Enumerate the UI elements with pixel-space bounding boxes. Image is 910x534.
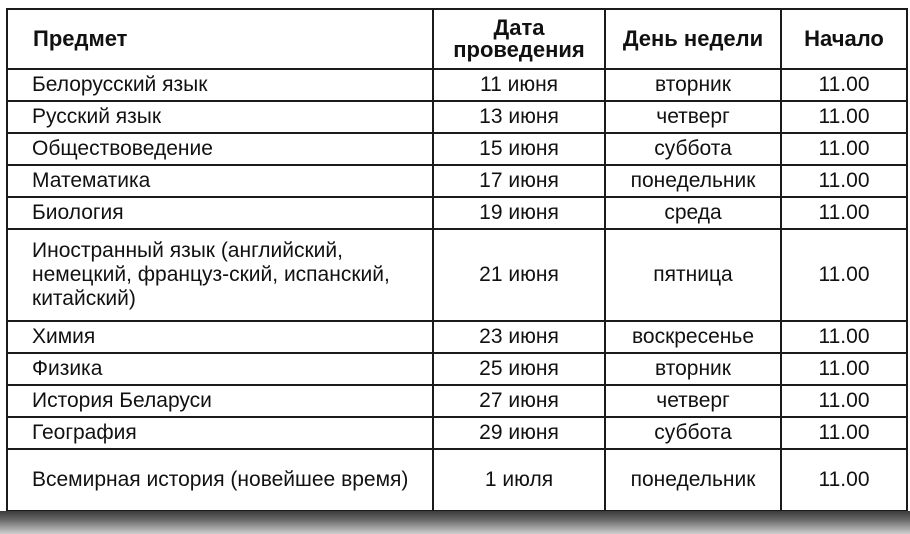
header-start: Начало xyxy=(781,9,907,69)
cell-start: 11.00 xyxy=(781,417,907,449)
cell-weekday: вторник xyxy=(605,69,781,101)
cell-weekday: понедельник xyxy=(605,165,781,197)
cell-subject: Обществоведение xyxy=(7,133,433,165)
cell-weekday: четверг xyxy=(605,385,781,417)
table-row xyxy=(7,321,907,353)
cell-subject: Иностранный язык (английский, немецкий, француз-ский, испанский, китайский) xyxy=(7,229,433,321)
cell-date: 17 июня xyxy=(433,165,605,197)
cell-start: 11.00 xyxy=(781,385,907,417)
cell-date: 21 июня xyxy=(433,229,605,321)
cell-subject: Биология xyxy=(7,197,433,229)
cell-start: 11.00 xyxy=(781,133,907,165)
cell-subject: Белорусский язык xyxy=(7,69,433,101)
cell-weekday: пятница xyxy=(605,229,781,321)
table-row xyxy=(7,449,907,511)
header-subject: Предмет xyxy=(7,9,433,69)
table-row xyxy=(7,165,907,197)
page-edge-shadow xyxy=(0,511,910,534)
schedule-table xyxy=(6,8,908,512)
table-row xyxy=(7,353,907,385)
cell-start: 11.00 xyxy=(781,101,907,133)
cell-date: 15 июня xyxy=(433,133,605,165)
cell-subject: Физика xyxy=(7,353,433,385)
table-row xyxy=(7,417,907,449)
cell-date: 25 июня xyxy=(433,353,605,385)
cell-start: 11.00 xyxy=(781,449,907,511)
table-row xyxy=(7,197,907,229)
cell-date: 27 июня xyxy=(433,385,605,417)
cell-subject: Всемирная история (новейшее время) xyxy=(7,449,433,511)
cell-subject: Математика xyxy=(7,165,433,197)
cell-start: 11.00 xyxy=(781,197,907,229)
cell-subject: История Беларуси xyxy=(7,385,433,417)
cell-weekday: понедельник xyxy=(605,449,781,511)
header-date: Дата проведения xyxy=(433,9,605,69)
table-row xyxy=(7,385,907,417)
cell-date: 13 июня xyxy=(433,101,605,133)
cell-subject: Химия xyxy=(7,321,433,353)
cell-subject: География xyxy=(7,417,433,449)
table-row xyxy=(7,229,907,321)
header-row xyxy=(7,9,907,69)
exam-schedule xyxy=(6,8,906,512)
cell-start: 11.00 xyxy=(781,69,907,101)
cell-weekday: четверг xyxy=(605,101,781,133)
cell-weekday: суббота xyxy=(605,133,781,165)
cell-start: 11.00 xyxy=(781,321,907,353)
cell-date: 11 июня xyxy=(433,69,605,101)
cell-subject: Русский язык xyxy=(7,101,433,133)
cell-weekday: воскресенье xyxy=(605,321,781,353)
cell-start: 11.00 xyxy=(781,353,907,385)
cell-date: 29 июня xyxy=(433,417,605,449)
cell-date: 23 июня xyxy=(433,321,605,353)
cell-start: 11.00 xyxy=(781,165,907,197)
table-row xyxy=(7,133,907,165)
cell-date: 1 июля xyxy=(433,449,605,511)
cell-weekday: среда xyxy=(605,197,781,229)
cell-date: 19 июня xyxy=(433,197,605,229)
cell-start: 11.00 xyxy=(781,229,907,321)
cell-weekday: суббота xyxy=(605,417,781,449)
table-row xyxy=(7,101,907,133)
header-weekday: День недели xyxy=(605,9,781,69)
cell-weekday: вторник xyxy=(605,353,781,385)
table-row xyxy=(7,69,907,101)
